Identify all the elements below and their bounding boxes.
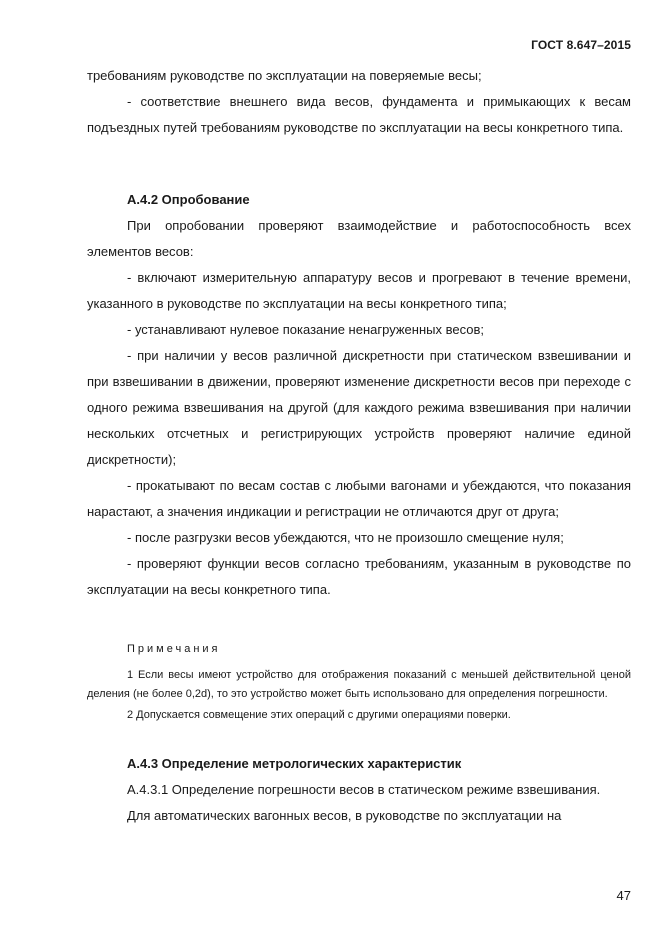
paragraph-continuation: требованиям руководстве по эксплуатации на поверяемые весы; [87,68,482,83]
paragraph-last: Для автоматических вагонных весов, в руководстве по эксплуатации на [127,808,562,823]
notes-title: Примечания [127,643,221,655]
paragraph-intro: При опробовании проверяют взаимодействие и работоспособность всех элементов весов: [87,218,631,259]
list-item: - устанавливают нулевое показание ненагруженных весов; [127,322,484,337]
standard-header: ГОСТ 8.647–2015 [531,38,631,52]
heading-a43: А.4.3 Определение метрологических характеристик [127,756,462,771]
section-a42 [87,187,631,603]
list-item: - при наличии у весов различной дискретности при статическом взвешивании и при взвешивании в движении, проверяют изменение дискретности весов при переходе с одного режима взвешивания на другой (для каждого режима взвешивания при наличии нескольких отсчетных и регистрирующих устройств проверяют наличие единой дискретности); [87,348,631,467]
paragraph-a431: А.4.3.1 Определение погрешности весов в статическом режиме взвешивания. [127,782,601,797]
paragraph-appearance: - соответствие внешнего вида весов, фундамента и примыкающих к весам подъездных путей требованиям руководстве по эксплуатации на весы конкретного типа. [87,94,631,135]
notes-block [87,636,631,725]
page-number: 47 [616,888,631,903]
list-item: - включают измерительную аппаратуру весов и прогревают в течение времени, указанного в руководстве по эксплуатации на весы конкретного типа; [87,270,631,311]
note-item: 2 Допускается совмещение этих операций с другими операциями поверки. [127,709,511,721]
list-item: - после разгрузки весов убеждаются, что не произошло смещение нуля; [127,530,564,545]
paragraph-continuation-block [87,63,631,141]
note-item: 1 Если весы имеют устройство для отображения показаний с меньшей действительной ценой деления (не более 0,2d), то это устройство может быть использовано для определения погрешности. [87,669,631,700]
list-item: - прокатывают по весам состав с любыми вагонами и убеждаются, что показания нарастают, а значения индикации и регистрации не отличаются друг от друга; [87,478,631,519]
list-item: - проверяют функции весов согласно требованиям, указанным в руководстве по эксплуатации на весы конкретного типа. [87,556,631,597]
section-a43 [87,751,631,829]
heading-a42: А.4.2 Опробование [127,192,250,207]
